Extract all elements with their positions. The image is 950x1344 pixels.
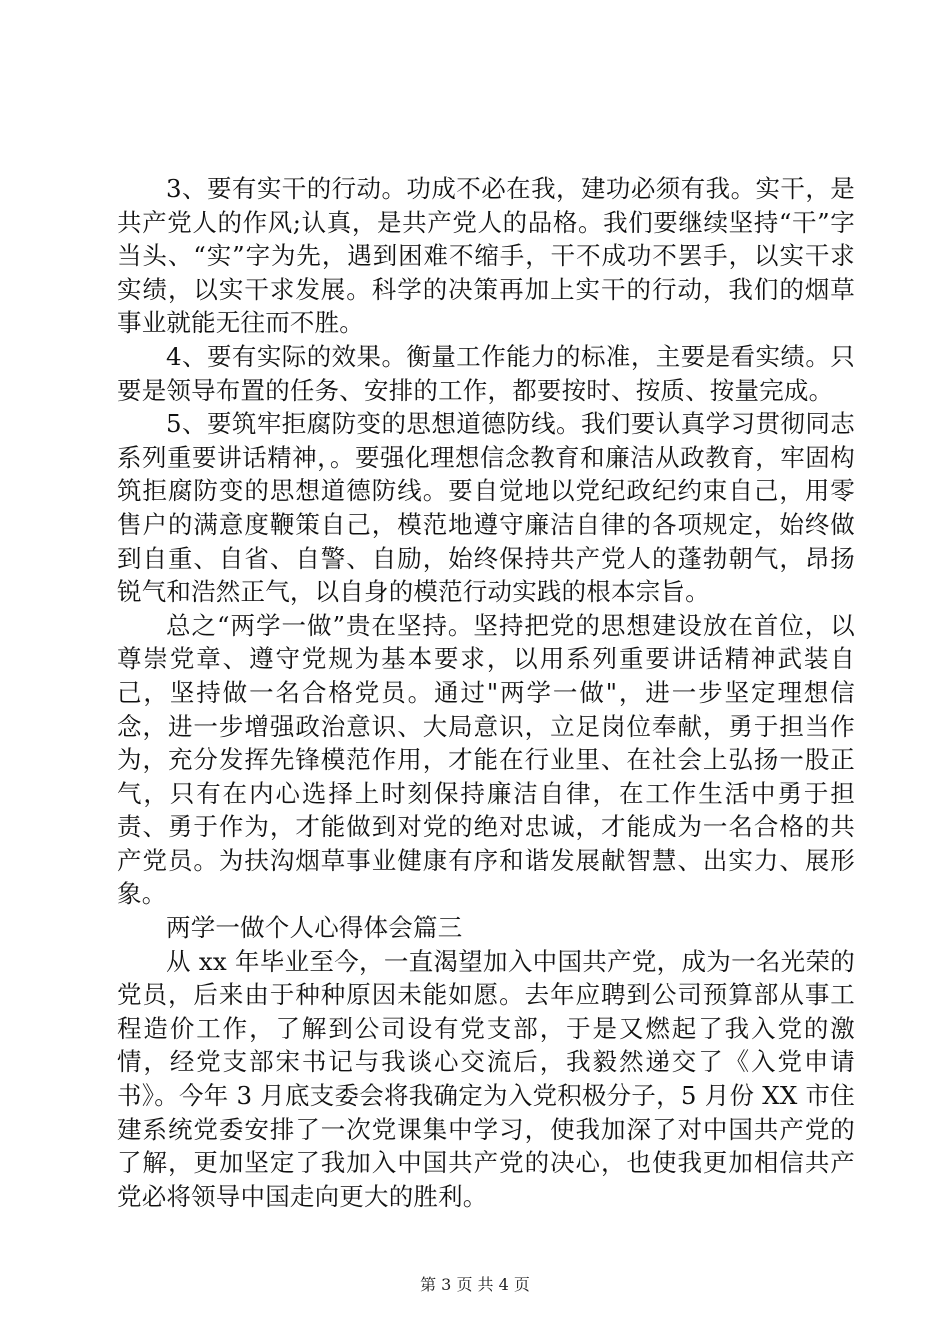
- page-footer: 第 3 页 共 4 页: [420, 1275, 530, 1294]
- paragraph-item-5: 5、要筑牢拒腐防变的思想道德防线。我们要认真学习贯彻同志系列重要讲话精神，。要强化理想信念教育和廉洁从政教育，牢固构筑拒腐防变的思想道德防线。要自觉地以党纪政纪约束自己，用零售户的满意度鞭策自己，模范地遵守廉洁自律的各项规定，始终做到自重、自省、自警、自励，始终保持共产党人的蓬勃朝气，昂扬锐气和浩然正气，以自身的模范行动实践的根本宗旨。: [117, 409, 855, 607]
- paragraph-item-3: 3、要有实干的行动。功成不必在我，建功必须有我。实干，是共产党人的作风;认真，是共产党人的品格。我们要继续坚持“干”字当头、“实”字为先，遇到困难不缩手，干不成功不罢手，以实干求实绩，以实干求发展。科学的决策再加上实干的行动，我们的烟草事业就能无往而不胜。: [117, 174, 855, 338]
- paragraph-section-three: 从 xx 年毕业至今，一直渴望加入中国共产党，成为一名光荣的党员，后来由于种种原因未能如愿。去年应聘到公司预算部从事工程造价工作，了解到公司设有党支部，于是又燃起了我入党的激情，经党支部宋书记与我谈心交流后，我毅然递交了《入党申请书》。今年 3 月底支委会将我确定为入党积极分子，5 月份 XX 市住建系统党委安排了一次党课集中学习，使我加深了对中国共产党的了解，更加坚定了我加入中国共产党的决心，也使我更加相信共产党必将领导中国走向更大的胜利。: [117, 946, 855, 1211]
- document-body: [117, 172, 855, 1213]
- paragraph-summary: 总之“两学一做”贵在坚持。坚持把党的思想建设放在首位，以尊崇党章、遵守党规为基本要求，以用系列重要讲话精神武装自己，坚持做一名合格党员。通过"两学一做"，进一步坚定理想信念，进一步增强政治意识、大局意识，立足岗位奉献，勇于担当作为，充分发挥先锋模范作用，才能在行业里、在社会上弘扬一股正气，只有在内心选择上时刻保持廉洁自律，在工作生活中勇于担责、勇于作为，才能做到对党的绝对忠诚，才能成为一名合格的共产党员。为扶沟烟草事业健康有序和谐发展献智慧、出实力、展形象。: [117, 610, 855, 909]
- paragraph-item-4: 4、要有实际的效果。衡量工作能力的标准，主要是看实绩。只要是领导布置的任务、安排的工作，都要按时、按质、按量完成。: [117, 341, 855, 405]
- section-heading: 两学一做个人心得体会篇三: [166, 913, 463, 943]
